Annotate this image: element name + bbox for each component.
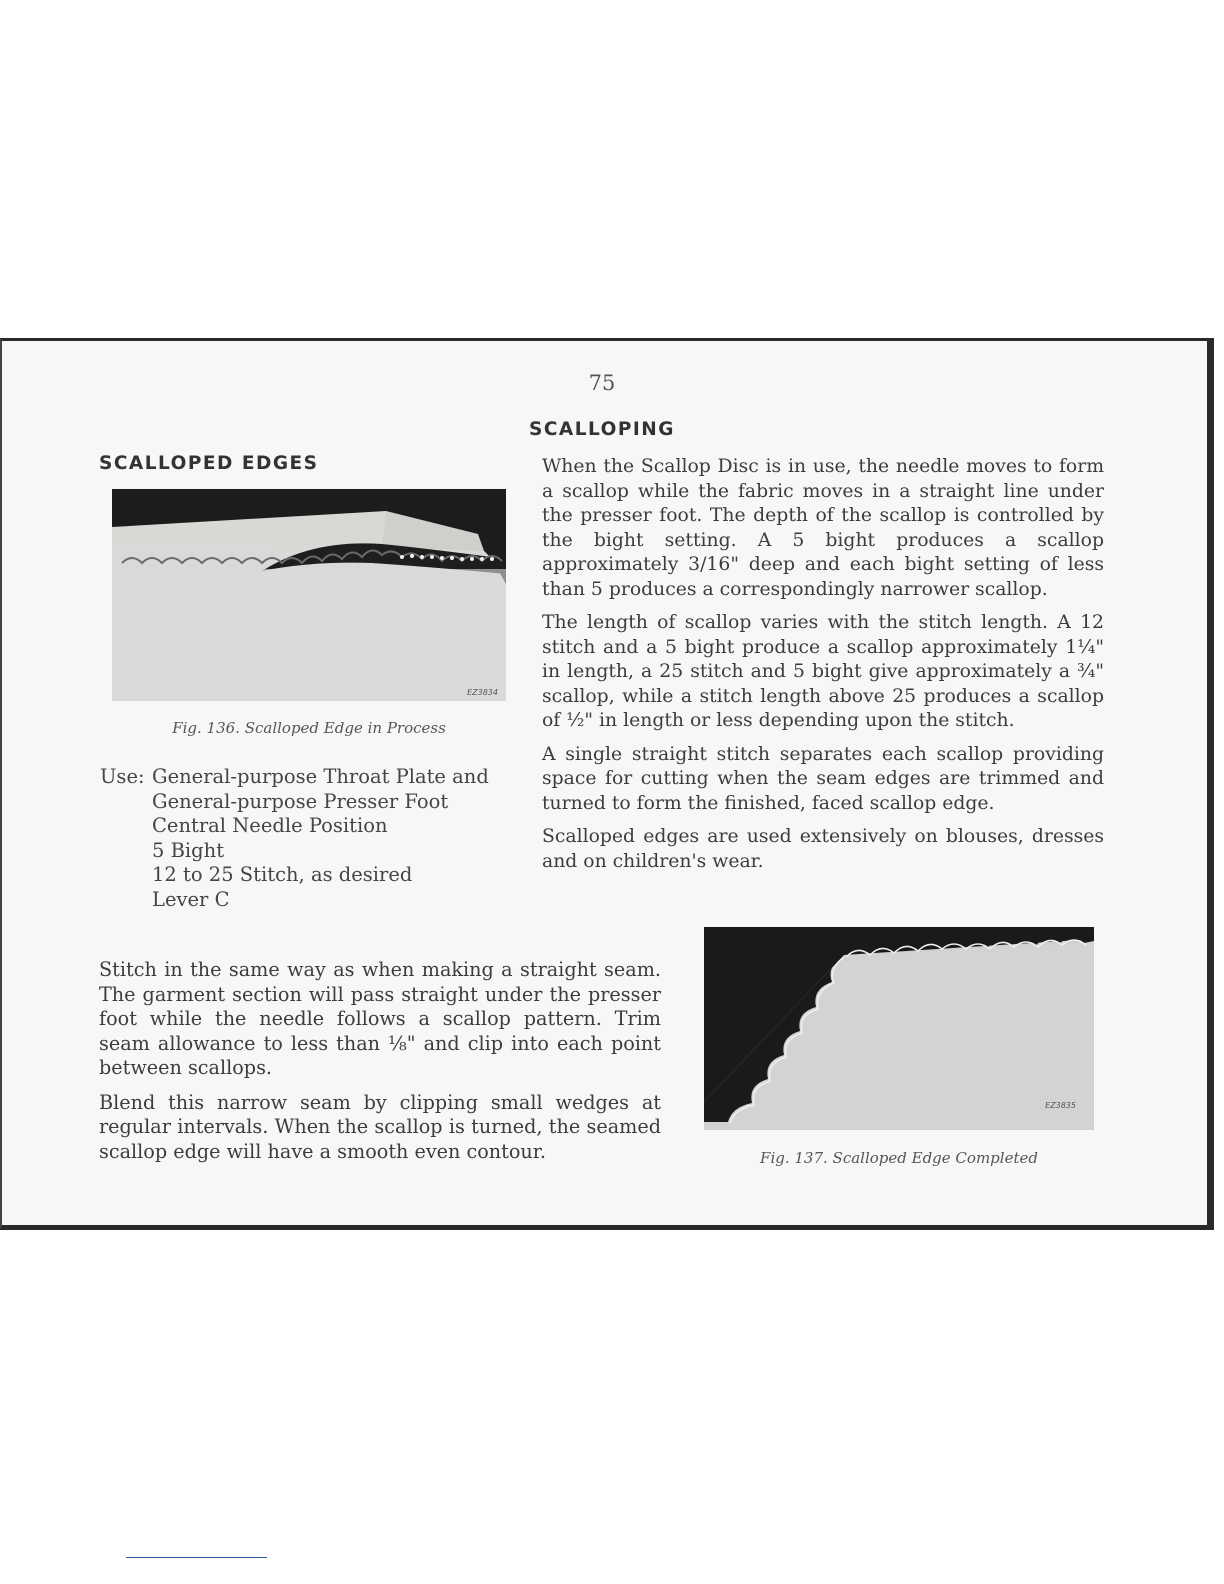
book-page (0, 338, 1214, 1230)
paragraph: Blend this narrow seam by clipping small wedges at regular intervals. When the scallop is turned, the seamed scallop edge will have a smooth even contour. (99, 1090, 661, 1163)
figure-136-photo (112, 489, 506, 701)
use-label: Use: (100, 765, 145, 788)
paragraph: When the Scallop Disc is in use, the needle moves to form a scallop while the fabric moves in a straight line under the presser foot. The depth of the scallop is controlled by the bight setting. A 5 bight produces a scallop approximately 3/16" deep and each bight setting of less than 5 produces a correspondingly narrower scallop. (542, 456, 1104, 600)
page-number: 75 (588, 371, 616, 395)
paragraph: Scalloped edges are used extensively on blouses, dresses and on children's wear. (542, 826, 1104, 872)
figure-137-caption: Fig. 137. Scalloped Edge Completed (760, 1149, 1038, 1167)
figure-136-caption: Fig. 136. Scalloped Edge in Process (172, 719, 446, 737)
use-item: General-purpose Presser Foot (152, 789, 449, 813)
scalloped-edge-process-image (112, 489, 506, 701)
use-item: Central Needle Position (152, 814, 388, 837)
scalloped-edge-completed-image (704, 927, 1094, 1130)
use-item: 5 Bight (152, 838, 225, 862)
figure-137-code: EZ3835 (1045, 1101, 1076, 1110)
figure-137-photo (704, 927, 1094, 1130)
paragraph: Stitch in the same way as when making a straight seam. The garment section will pass straight under the presser foot while the needle follows a scallop pattern. Trim seam allowance to less than ⅛" and clip into each point between scallops. (99, 958, 661, 1079)
stitch-instructions-text (99, 958, 661, 1174)
use-item: Lever C (152, 887, 230, 911)
section-heading-scalloping: SCALLOPING (529, 419, 675, 440)
footnote-rule (126, 1557, 267, 1558)
scalloping-text (542, 455, 1104, 883)
figure-136-code: EZ3834 (467, 688, 498, 697)
section-heading-scalloped-edges: SCALLOPED EDGES (99, 453, 319, 474)
use-item: 12 to 25 Stitch, as desired (152, 863, 413, 886)
use-item: General-purpose Throat Plate and (152, 765, 489, 788)
paragraph: The length of scallop varies with the stitch length. A 12 stitch and a 5 bight produce a scallop approximately 1¼" in length, a 25 stitch and 5 bight give approximately a ¾" scallop, while a stitch length above 25 produces a scallop of ½" in length or less depending upon the stitch. (542, 612, 1104, 731)
paragraph: A single straight stitch separates each scallop providing space for cutting when the seam edges are trimmed and turned to form the finished, faced scallop edge. (542, 743, 1104, 814)
